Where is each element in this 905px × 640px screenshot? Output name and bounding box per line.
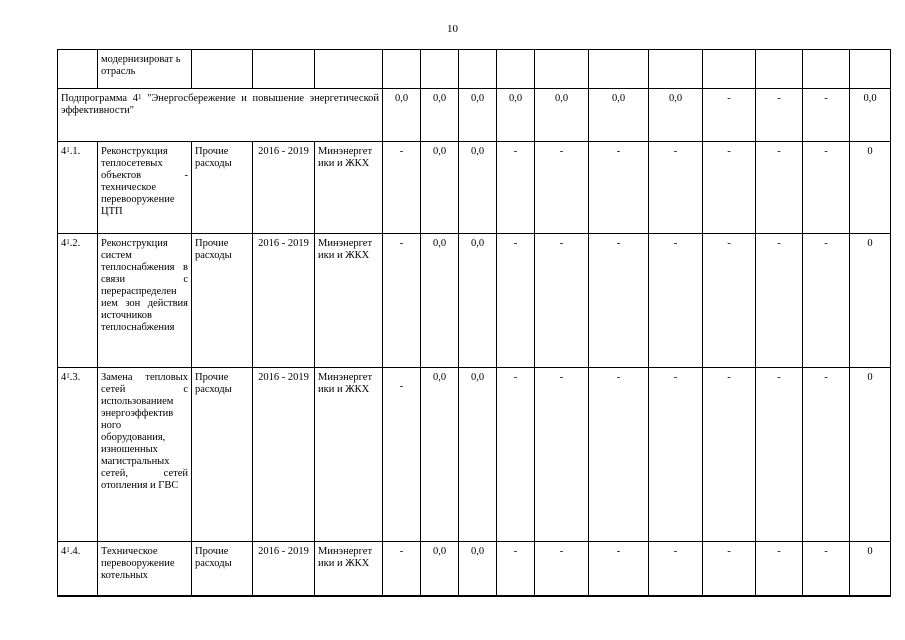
value-cell: 0: [850, 542, 891, 596]
value-cell: -: [756, 368, 803, 542]
value-cell: -: [803, 142, 850, 234]
value-cell: -: [803, 234, 850, 368]
value-cell: -: [803, 542, 850, 596]
value-cell: 0,0: [535, 89, 589, 142]
item-number: $4^1.1$.: [58, 142, 98, 234]
period-cell: 2016 - 2019: [253, 142, 315, 234]
value-cell: 0,0: [421, 142, 459, 234]
table-row: [58, 234, 891, 368]
value-cell: -: [703, 89, 756, 142]
value-cell: -: [497, 368, 535, 542]
table-row-continuation: [58, 50, 891, 89]
expense-type-cell: Прочие расходы: [192, 234, 253, 368]
value-cell: -: [756, 142, 803, 234]
expense-type-cell: Прочие расходы: [192, 542, 253, 596]
item-number: $4^1.3$.: [58, 368, 98, 542]
executor-cell: Минэнергет ики и ЖКХ: [315, 234, 383, 368]
value-cell: 0,0: [459, 89, 497, 142]
value-cell: 0,0: [421, 234, 459, 368]
value-cell: 0: [850, 234, 891, 368]
value-cell: 0,0: [383, 89, 421, 142]
value-cell: 0,0: [421, 89, 459, 142]
value-cell: -: [803, 368, 850, 542]
value-cell: 0,0: [850, 89, 891, 142]
value-cell: -: [703, 542, 756, 596]
expense-type-cell: Прочие расходы: [192, 368, 253, 542]
value-cell: 0,0: [497, 89, 535, 142]
item-number: $4^1.2$.: [58, 234, 98, 368]
value-cell: 0,0: [589, 89, 649, 142]
value-cell: 0,0: [459, 142, 497, 234]
table-row: [58, 142, 891, 234]
value-cell: -: [756, 234, 803, 368]
period-cell: 2016 - 2019: [253, 368, 315, 542]
expense-type-cell: Прочие расходы: [192, 142, 253, 234]
value-cell: -: [535, 142, 589, 234]
value-cell: 0,0: [421, 542, 459, 596]
table-row-subprogram: [58, 89, 891, 142]
program-table: [57, 49, 891, 597]
value-cell: -: [803, 89, 850, 142]
period-cell: 2016 - 2019: [253, 542, 315, 596]
page-number: 10: [447, 23, 458, 35]
value-cell: 0,0: [459, 234, 497, 368]
value-cell: -: [649, 142, 703, 234]
measure-name-cell: Замена тепловых сетей с использованием энергоэффектив ного оборудования, изношенных магистральных сетей, сетей отопления и ГВС: [98, 368, 192, 542]
value-cell: -: [535, 368, 589, 542]
value-cell: -: [535, 234, 589, 368]
value-cell: -: [756, 89, 803, 142]
period-cell: 2016 - 2019: [253, 234, 315, 368]
value-cell: -: [756, 542, 803, 596]
value-cell: -: [383, 142, 421, 234]
value-cell: 0: [850, 142, 891, 234]
value-cell: -: [649, 542, 703, 596]
value-cell: -: [703, 142, 756, 234]
value-cell: -: [497, 234, 535, 368]
measure-name-cell: Реконструкция систем теплоснабжения в связи с перераспределен ием зон действия источников теплоснабжения: [98, 234, 192, 368]
table-row: [58, 368, 891, 542]
value-cell: 0,0: [649, 89, 703, 142]
value-cell: -: [589, 234, 649, 368]
value-cell: 0,0: [459, 368, 497, 542]
value-cell: -: [535, 542, 589, 596]
value-cell: -: [589, 542, 649, 596]
value-cell: -: [383, 234, 421, 368]
value-cell: 0,0: [459, 542, 497, 596]
value-cell: -: [703, 368, 756, 542]
value-cell: -: [383, 542, 421, 596]
value-cell: -: [589, 142, 649, 234]
executor-cell: Минэнергет ики и ЖКХ: [315, 142, 383, 234]
executor-cell: Минэнергет ики и ЖКХ: [315, 368, 383, 542]
value-cell: -: [649, 234, 703, 368]
value-cell: -: [383, 368, 421, 542]
value-cell: -: [589, 368, 649, 542]
executor-cell: Минэнергет ики и ЖКХ: [315, 542, 383, 596]
value-cell: -: [703, 234, 756, 368]
measure-name-cell: Техническое перевооружение котельных: [98, 542, 192, 596]
subprogram-title: Подпрограмма $4^1$ "Энергосбережение и повышение энергетической эффективности": [58, 89, 383, 142]
value-cell: -: [497, 542, 535, 596]
value-cell: 0: [850, 368, 891, 542]
measure-name-cell: модернизироват ь отрасль: [98, 50, 192, 89]
value-cell: -: [497, 142, 535, 234]
item-number: $4^1.4$.: [58, 542, 98, 596]
value-cell: -: [649, 368, 703, 542]
value-cell: 0,0: [421, 368, 459, 542]
table-row: [58, 542, 891, 596]
measure-name-cell: Реконструкция теплосетевых объектов - техническое перевооружение ЦТП: [98, 142, 192, 234]
